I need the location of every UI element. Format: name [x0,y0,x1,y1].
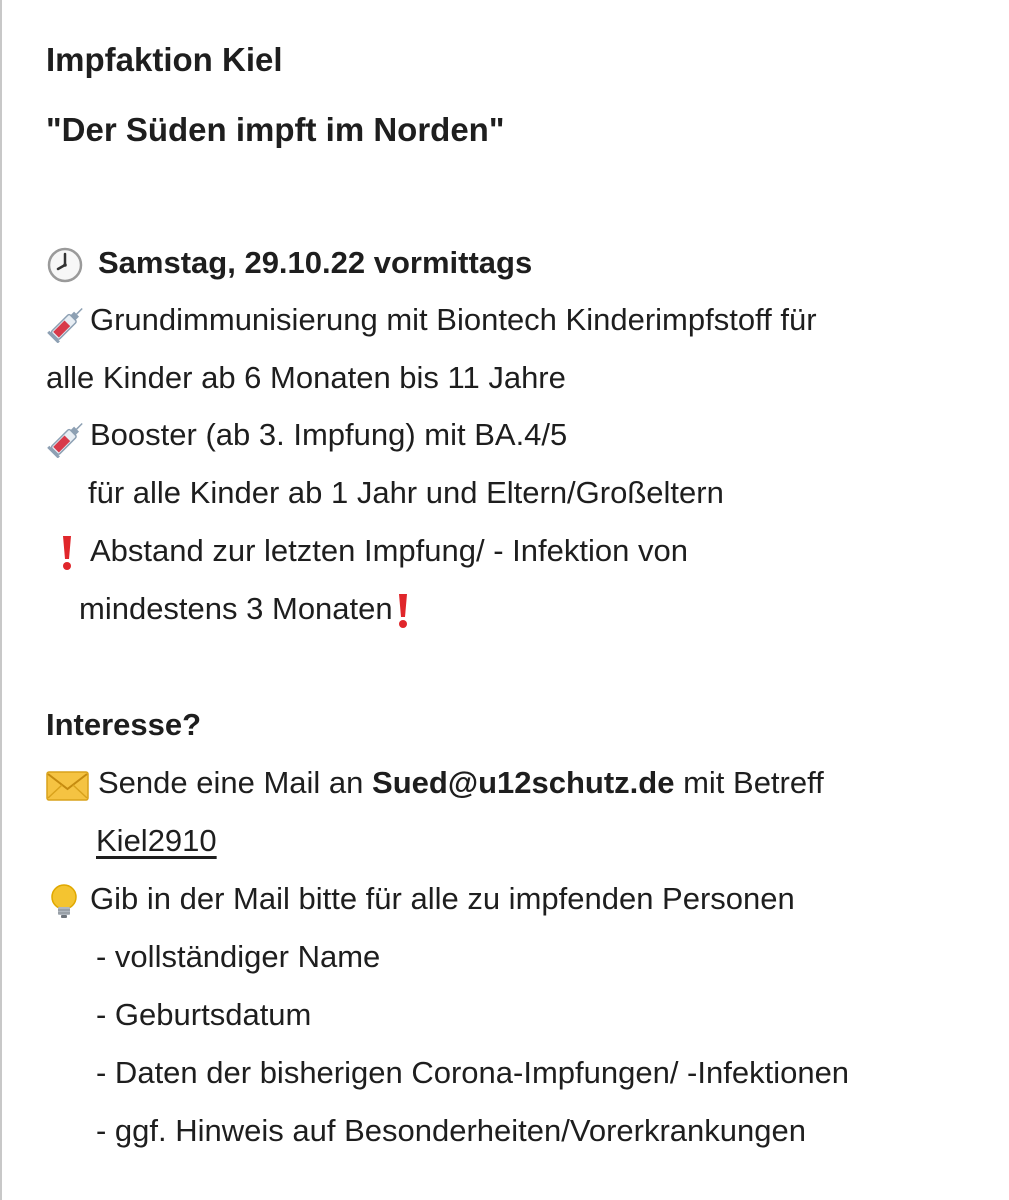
item1-line-2: alle Kinder ab 6 Monaten bis 11 Jahre [46,360,566,395]
left-border [0,0,2,1200]
notice-text-2: mindestens 3 Monaten [79,591,393,626]
mail-subject[interactable]: Kiel2910 [96,823,217,858]
notice-line-2 [79,589,423,629]
item2-line-2: für alle Kinder ab 1 Jahr und Eltern/Großeltern [88,475,724,510]
item1-line-1 [46,300,817,340]
info-item-notes: - ggf. Hinweis auf Besonderheiten/Vorerkrankungen [96,1113,806,1148]
item2-text-1: Booster (ab 3. Impfung) mit BA.4/5 [90,417,568,452]
date-line [46,243,532,283]
notice-line-1 [46,531,688,571]
info-intro-text: Gib in der Mail bitte für alle zu impfenden Personen [90,881,795,916]
envelope-icon [46,763,98,803]
date-text: Samstag, 29.10.22 vormittags [98,245,533,280]
mail-address[interactable]: Sued@u12schutz.de [372,765,675,800]
mail-subject-line [96,821,217,861]
title-line-1: Impfaktion Kiel [46,41,283,78]
info-item-vaccination-history: - Daten der bisherigen Corona-Impfungen/ -Infektionen [96,1055,850,1090]
notice-text-1: Abstand zur letzten Impfung/ - Infektion von [90,533,688,568]
lightbulb-icon [46,879,90,919]
exclamation-icon [393,589,423,629]
syringe-icon [46,300,90,340]
exclamation-icon [46,531,90,571]
clock-icon [46,243,98,283]
mail-suffix: mit Betreff [683,765,824,800]
item2-line-1 [46,415,567,455]
mail-prefix: Sende eine Mail an [98,765,364,800]
item1-text-1: Grundimmunisierung mit Biontech Kinderimpfstoff für [90,302,817,337]
info-intro-line [46,879,795,919]
mail-line [46,763,824,803]
syringe-icon [46,415,90,455]
interest-heading: Interesse? [46,707,202,742]
info-item-name: - vollständiger Name [96,939,381,974]
title-line-2: "Der Süden impft im Norden" [46,111,505,148]
info-item-birthdate: - Geburtsdatum [96,997,312,1032]
